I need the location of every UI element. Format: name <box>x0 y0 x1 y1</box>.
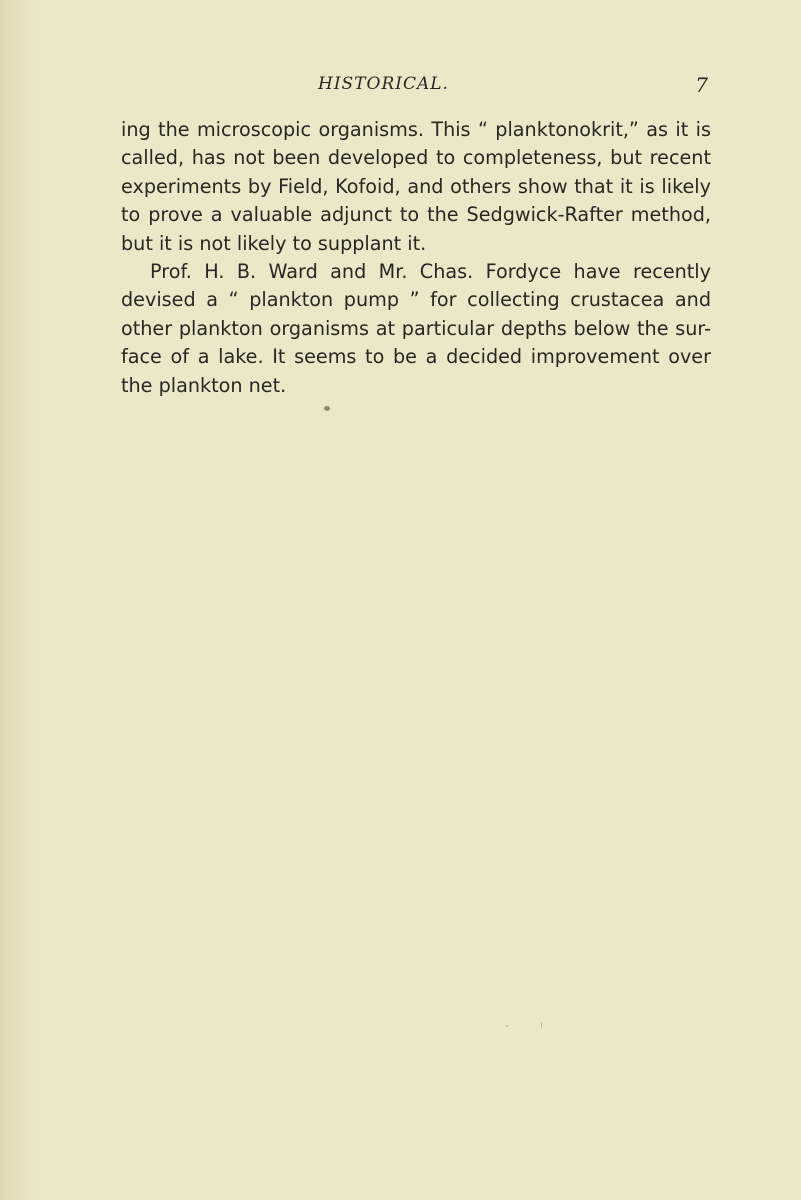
running-head-title: HISTORICAL. <box>318 74 449 94</box>
running-head <box>120 74 710 104</box>
page-number: 7 <box>695 73 708 97</box>
ink-speck <box>506 1025 508 1027</box>
paragraph-2: Prof. H. B. Ward and Mr. Chas. Fordyce have recently devised a “ plankton pump ” for collecting crustacea and other plankton organisms at particular depths below the sur- face of a lake. It seems to be a decided improvement over the plankton net. <box>121 260 711 397</box>
ink-speck <box>324 406 330 411</box>
ink-speck <box>541 1022 542 1028</box>
body-text <box>121 116 711 400</box>
paragraph-1: ing the microscopic organisms. This “ planktonokrit,” as it is called, has not been developed to completeness, but recent experiments by Field, Kofoid, and others show that it is likely to prove a valuable adjunct to the Sedgwick-Rafter method, but it is not likely to supplant it. <box>121 118 711 255</box>
